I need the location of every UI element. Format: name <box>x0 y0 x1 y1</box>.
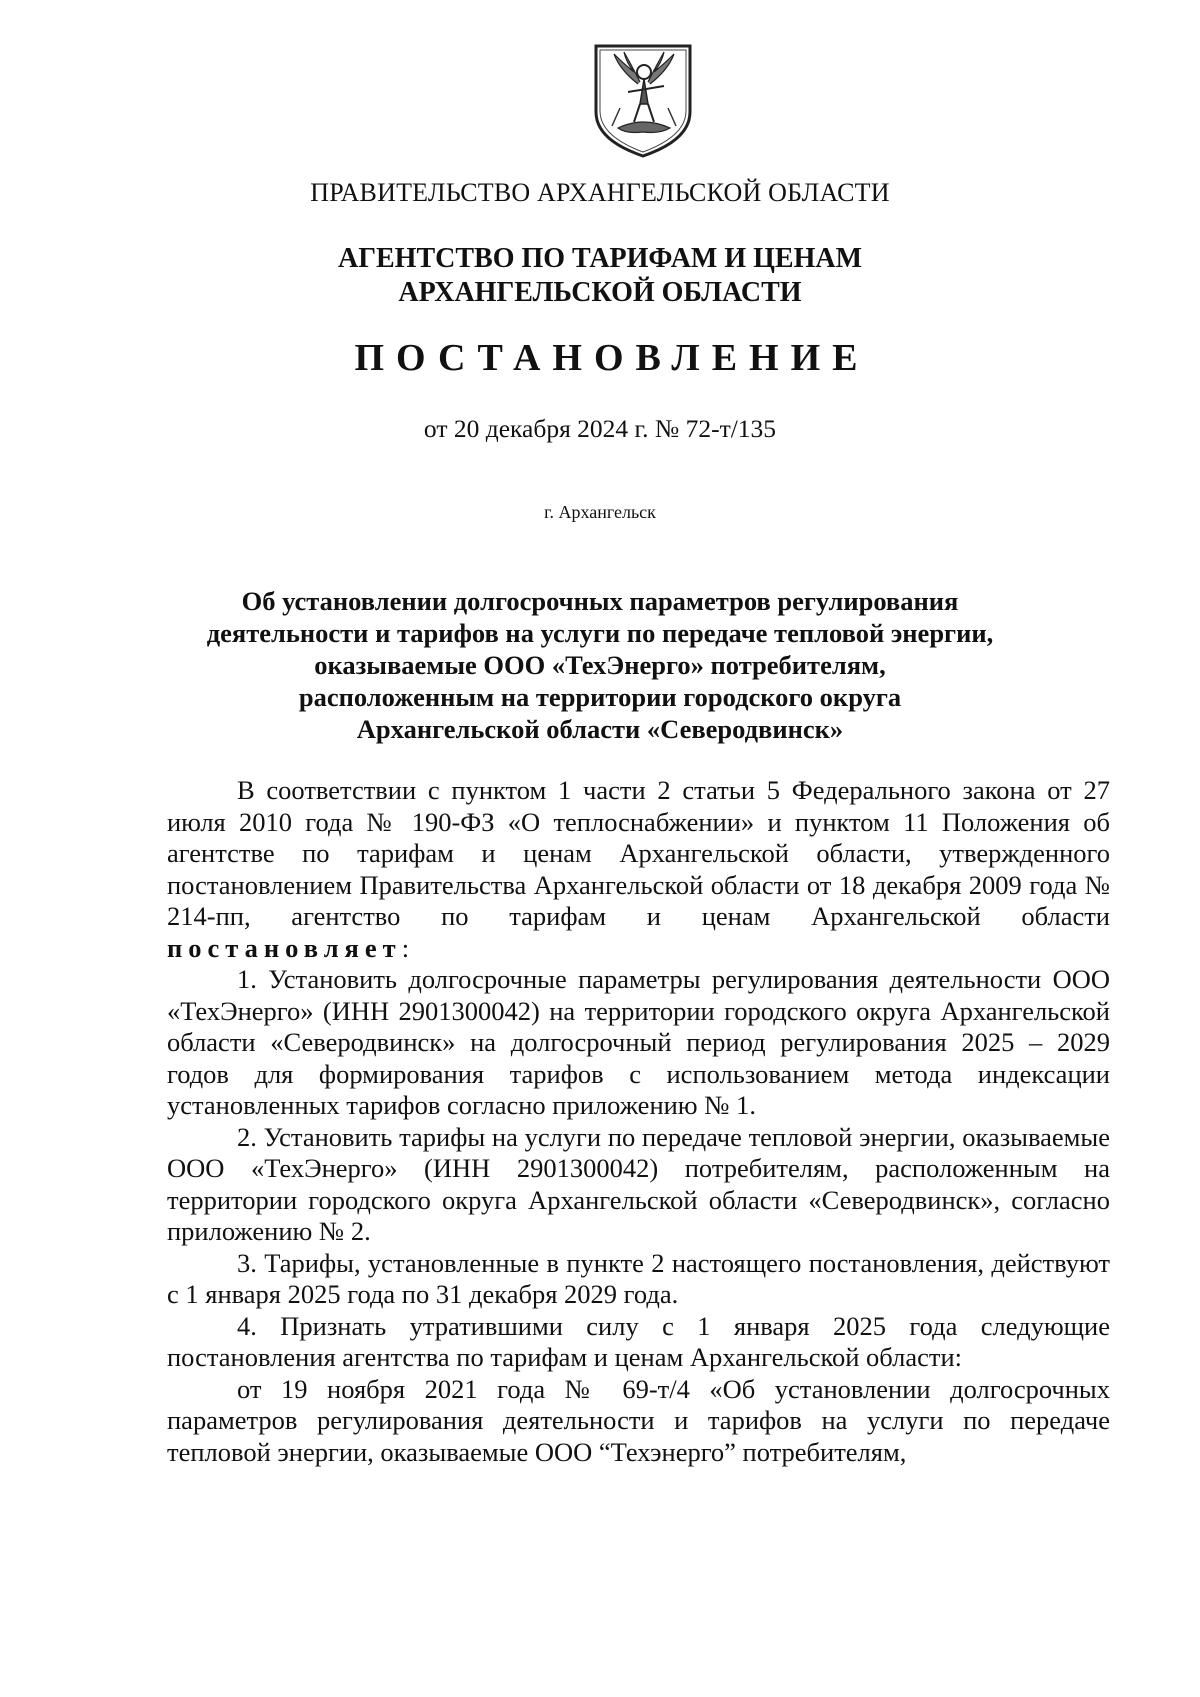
agency-name-line-2: АРХАНГЕЛЬСКОЙ ОБЛАСТИ <box>398 277 802 308</box>
document-subject <box>0 585 1200 745</box>
item-3-paragraph: 3. Тарифы, установленные в пункте 2 настоящего постановления, действуют с 1 января 2025 года по 31 декабря 2029 года. <box>167 1247 1110 1309</box>
document-type: ПОСТАНОВЛЕНИЕ <box>354 337 870 379</box>
agency-name-line-1: АГЕНТСТВО ПО ТАРИФАМ И ЦЕНАМ <box>337 243 863 274</box>
subject-line-4: расположенным на территории городского округа <box>298 682 902 712</box>
government-name: ПРАВИТЕЛЬСТВО АРХАНГЕЛЬСКОЙ ОБЛАСТИ <box>310 178 890 207</box>
item-4-sub-paragraph: от 19 ноября 2021 года № 69-т/4 «Об установлении долгосрочных параметров регулирования деятельности и тарифов на услуги по передаче тепловой энергии, оказываемые ООО “Техэнерго” потребителям, <box>167 1373 1110 1467</box>
subject-line-1: Об установлении долгосрочных параметров регулирования <box>241 586 959 616</box>
item-1-paragraph: 1. Установить долгосрочные параметры регулирования деятельности ООО «ТехЭнерго» (ИНН 2901300042) на территории городского округа Архангельской области «Северодвинск» на долгосрочный период регулирования 2025 – 2029 годов для формирования тарифов с использованием метода индексации установленных тарифов согласно приложению № 1. <box>167 964 1110 1120</box>
agency-name <box>0 242 1200 310</box>
document-city: г. Архангельск <box>544 502 656 522</box>
item-4-paragraph: 4. Признать утратившими силу с 1 января 2025 года следующие постановления агентства по тарифам и ценам Архангельской области: <box>167 1310 1110 1372</box>
coat-of-arms-icon <box>590 42 696 160</box>
resolves-colon: : <box>401 932 410 963</box>
document-body <box>167 775 1110 1468</box>
resolves-word: постановляет <box>167 932 402 963</box>
subject-line-2: деятельности и тарифов на услуги по передаче тепловой энергии, <box>206 618 994 648</box>
preamble-paragraph <box>167 775 1110 964</box>
document-date-number: от 20 декабря 2024 г. № 72-т/135 <box>423 414 777 443</box>
preamble-text: В соответствии с пунктом 1 части 2 статьи 5 Федерального закона от 27 июля 2010 года № 190-ФЗ «О теплоснабжении» и пунктом 11 Положения об агентстве по тарифам и ценам Архангельской области, утвержденного постановлением Правительства Архангельской области от 18 декабря 2009 года № 214-пп, агентство по тарифам и ценам Архангельской области <box>167 775 1110 931</box>
subject-line-3: оказываемые ООО «ТехЭнерго» потребителям, <box>314 650 886 680</box>
item-2-paragraph: 2. Установить тарифы на услуги по передаче тепловой энергии, оказываемые ООО «ТехЭнерго» (ИНН 2901300042) потребителям, расположенным на территории городского округа Архангельской области «Северодвинск», согласно приложению № 2. <box>167 1121 1110 1246</box>
subject-line-5: Архангельской области «Северодвинск» <box>356 714 844 744</box>
